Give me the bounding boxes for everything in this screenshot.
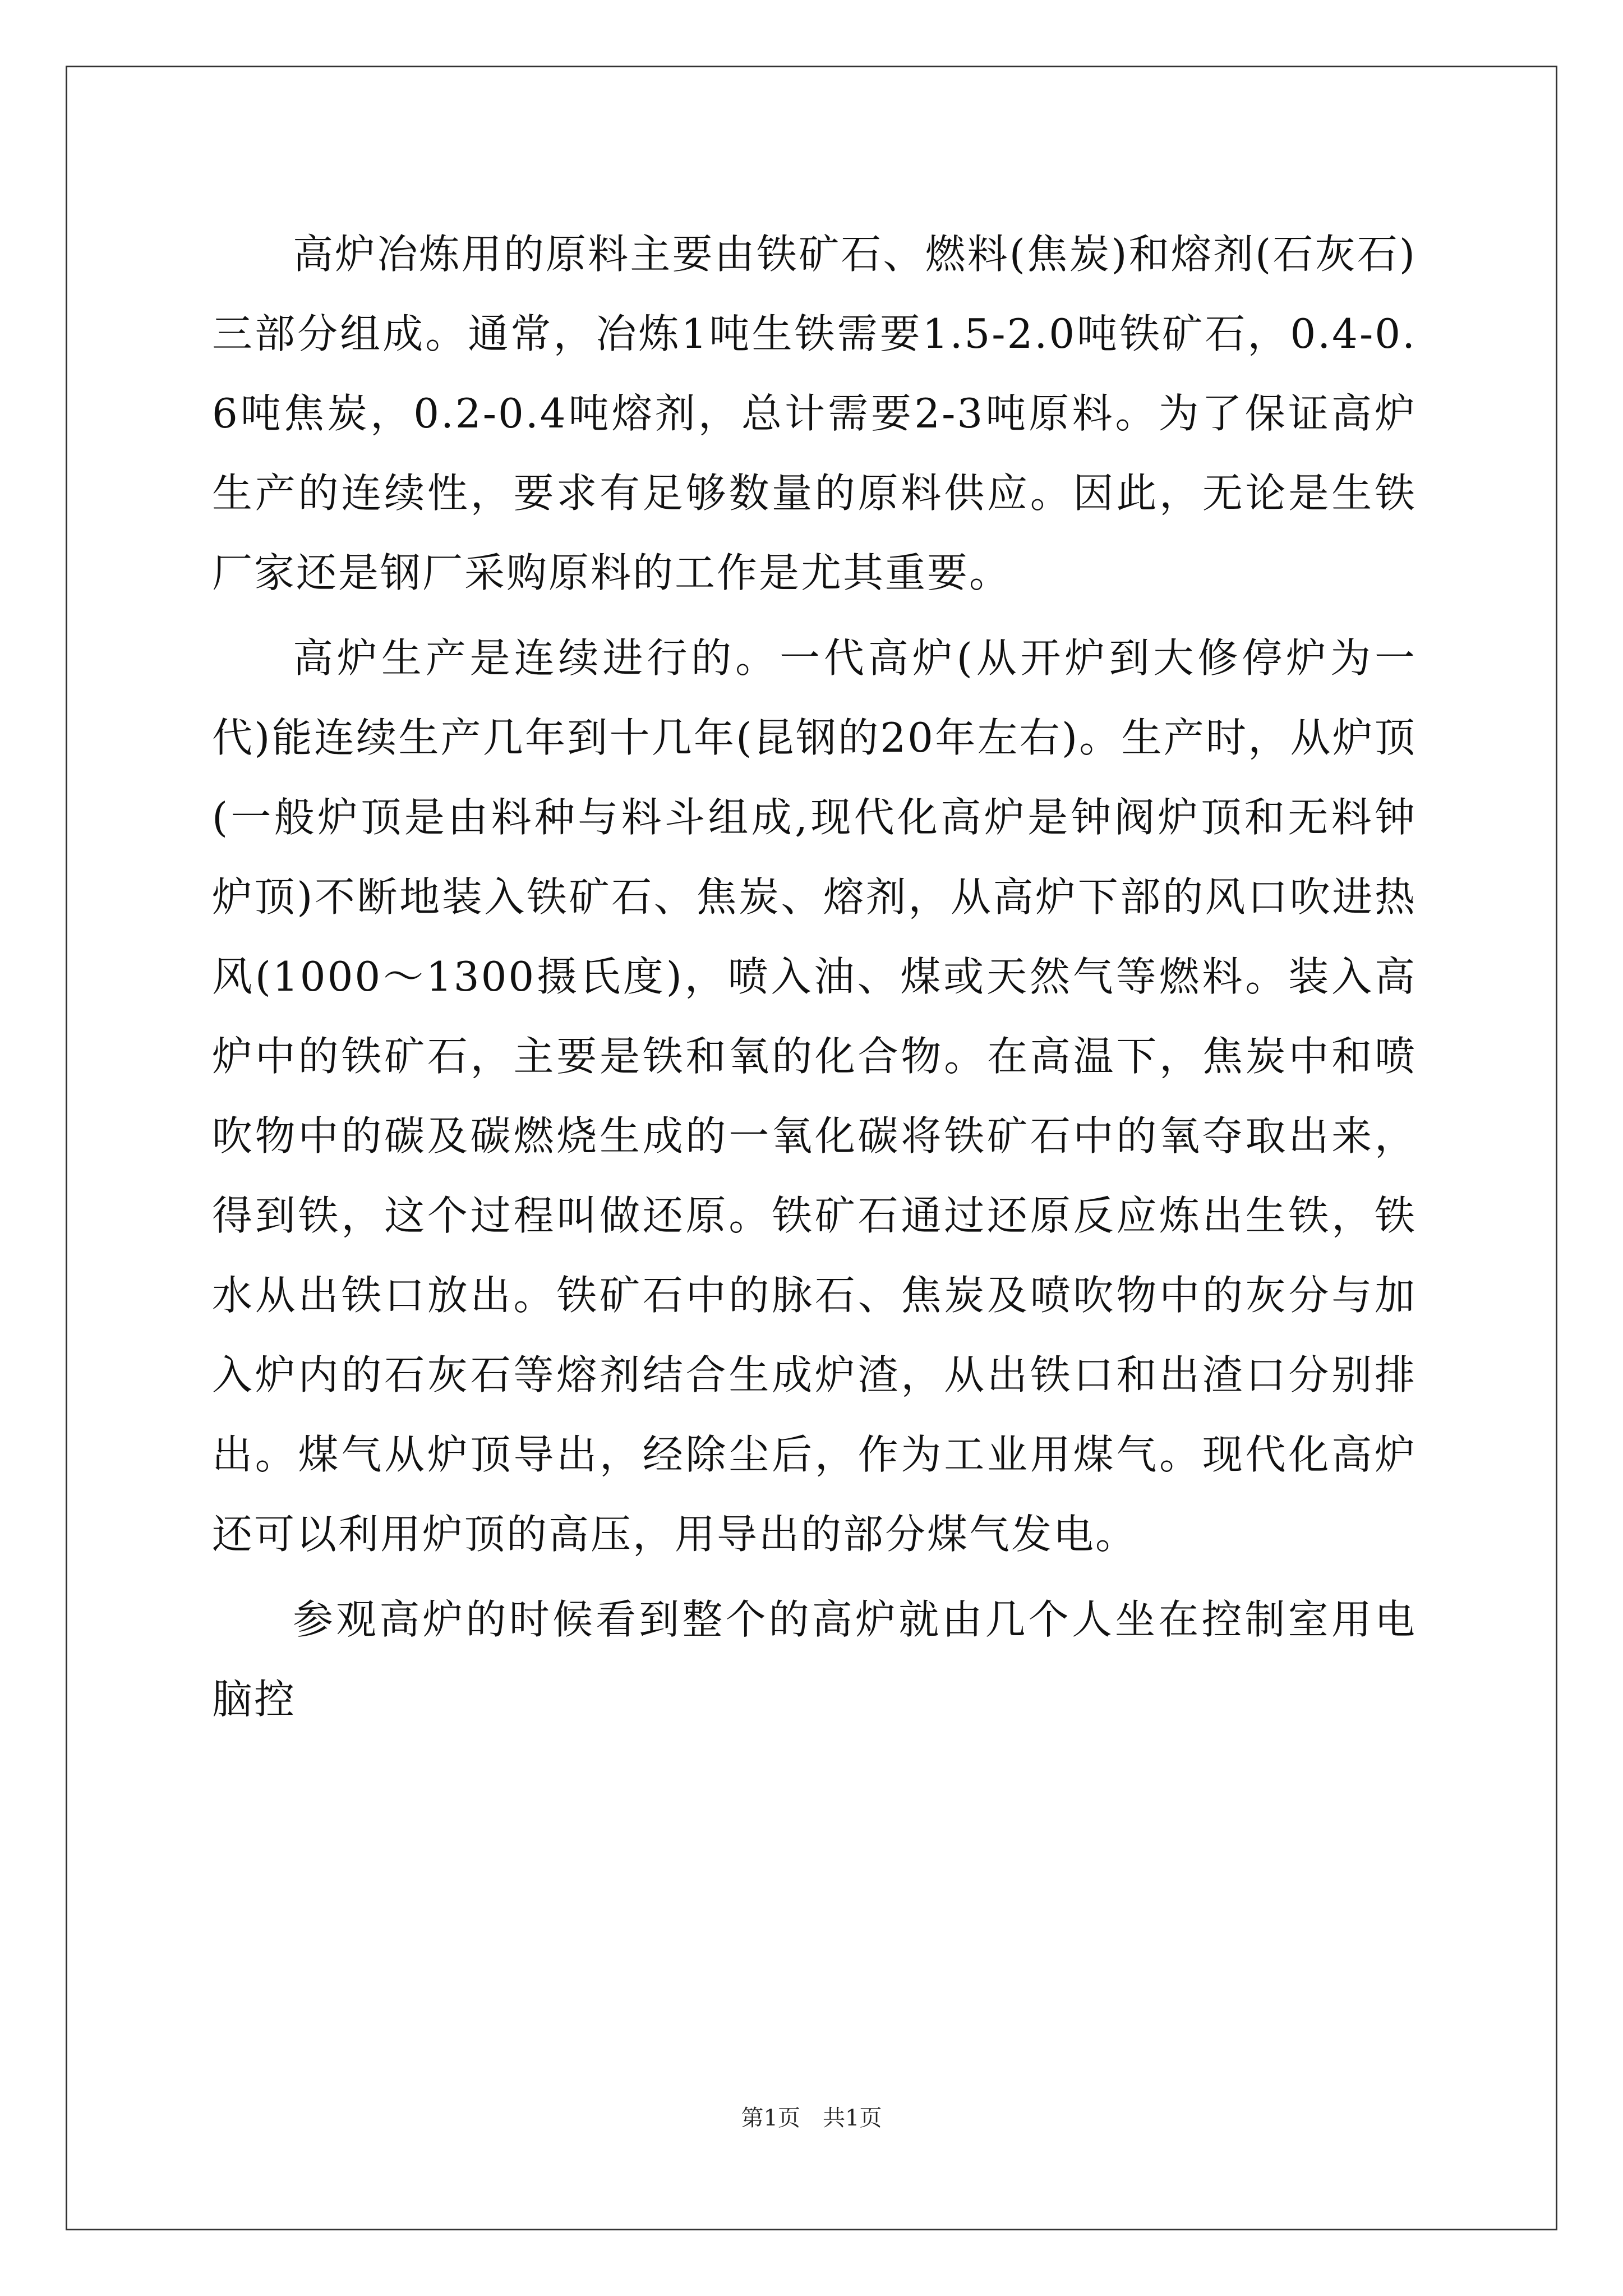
paragraph-spacer: [212, 1574, 1417, 1580]
paragraph-visit: 参观高炉的时候看到整个的高炉就由几个人坐在控制室用电脑控: [212, 1596, 1417, 1723]
document-body: [212, 214, 1417, 1739]
paragraph-production-process: 高炉生产是连续进行的。一代高炉(从开炉到大修停炉为一代)能连续生产几年到十几年(昆钢的20年左右)。生产时，从炉顶(一般炉顶是由料种与料斗组成,现代化高炉是钟阀炉顶和无料钟炉顶)不断地装入铁矿石、焦炭、熔剂，从高炉下部的风口吹进热风(1000～1300摄氏度)，喷入油、煤或天然气等燃料。装入高炉中的铁矿石，主要是铁和氧的化合物。在高温下，焦炭中和喷吹物中的碳及碳燃烧生成的一氧化碳将铁矿石中的氧夺取出来，得到铁，这个过程叫做还原。铁矿石通过还原反应炼出生铁，铁水从出铁口放出。铁矿石中的脉石、焦炭及喷吹物中的灰分与加入炉内的石灰石等熔剂结合生成炉渣，从出铁口和出渣口分别排出。煤气从炉顶导出，经除尘后，作为工业用煤气。现代化高炉还可以利用炉顶的高压，用导出的部分煤气发电。: [212, 634, 1417, 1558]
page-number-footer: 第1页 共1页: [741, 2105, 882, 2131]
paragraph-raw-materials: 高炉冶炼用的原料主要由铁矿石、燃料(焦炭)和熔剂(石灰石)三部分组成。通常，冶炼1吨生铁需要1.5-2.0吨铁矿石，0.4-0.6吨焦炭，0.2-0.4吨熔剂，总计需要2-3吨原料。为了保证高炉生产的连续性，要求有足够数量的原料供应。因此，无论是生铁厂家还是钢厂采购原料的工作是尤其重要。: [212, 231, 1417, 596]
paragraph-spacer: [212, 613, 1417, 618]
